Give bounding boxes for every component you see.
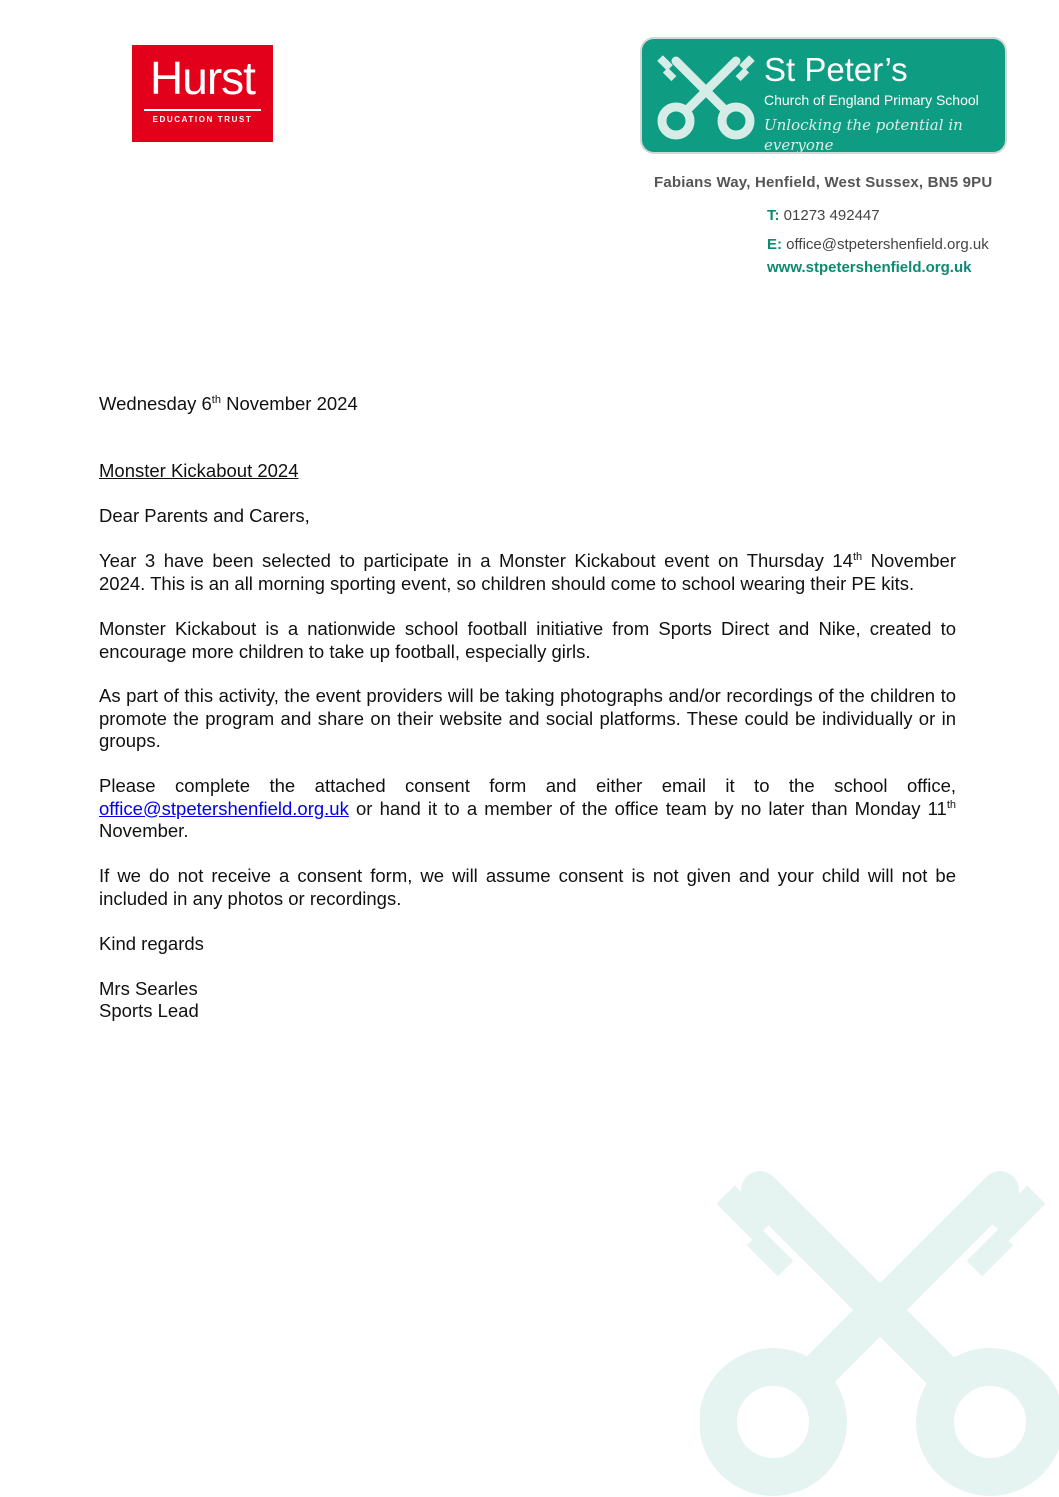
hurst-logo [132, 45, 273, 142]
paragraph-event-suffix: th [852, 550, 863, 563]
office-email-link[interactable]: office@stpetershenfield.org.uk [99, 797, 349, 819]
paragraph-consent-text-end: November. [99, 820, 189, 841]
phone-label: T: [767, 207, 780, 224]
letter-subject [99, 460, 956, 483]
paragraph-initiative: Monster Kickabout is a nationwide school football initiative from Sports Direct and Nike, created to encourage more children to take up football, especially girls. [99, 618, 956, 662]
hurst-logo-name: Hurst [150, 52, 255, 104]
email-address: office@stpetershenfield.org.uk [786, 236, 989, 253]
paragraph-no-consent: If we do not receive a consent form, we will assume consent is not given and your child will not be included in any photos or recordings. [99, 865, 956, 909]
paragraph-consent-text-mid: or hand it to a member of the office team by no later than Monday 11 [348, 797, 947, 819]
date-day: Wednesday 6 [99, 393, 212, 414]
st-peters-logo [642, 39, 1005, 152]
email-label: E: [767, 236, 782, 253]
date-month-year: November 2024 [220, 393, 358, 414]
signer-name: Mrs Searles [99, 978, 198, 999]
crossed-keys-icon [654, 53, 758, 141]
paragraph-event-text-end: November 2024. This is an all morning sporting event, so children should come to school wearing their PE kits. [99, 550, 956, 594]
school-website: www.stpetershenfield.org.uk [767, 259, 972, 276]
signer-role: Sports Lead [99, 1000, 199, 1021]
letter-signoff: Kind regards [99, 933, 204, 954]
letter-date [99, 393, 956, 416]
hurst-logo-rule [144, 109, 261, 111]
school-email [767, 236, 989, 253]
school-address: Fabians Way, Henfield, West Sussex, BN5 9PU [654, 174, 993, 191]
school-phone [767, 207, 880, 224]
date-suffix: th [211, 393, 221, 406]
crossed-keys-watermark-icon [700, 1160, 1059, 1497]
st-peters-logo-name: St Peter’s [764, 51, 908, 88]
paragraph-consent-suffix: th [946, 798, 956, 811]
hurst-logo-subtitle: EDUCATION TRUST [152, 115, 253, 124]
paragraph-consent-text: Please complete the attached consent form and either email it to the school office, [99, 775, 956, 796]
paragraph-event-text: Year 3 have been selected to participate in a Monster Kickabout event on Thursday 14 [99, 550, 853, 571]
letter-greeting: Dear Parents and Carers, [99, 505, 310, 526]
subject-text: Monster Kickabout 2024 [99, 460, 299, 481]
paragraph-event [99, 550, 956, 595]
st-peters-logo-subtitle: Church of England Primary School [764, 92, 979, 108]
paragraph-photographs: As part of this activity, the event providers will be taking photographs and/or recordings of the children to promote the program and share on their website and social platforms. These could be individually or in groups. [99, 685, 956, 751]
st-peters-logo-motto: Unlocking the potential in everyone [764, 116, 963, 152]
paragraph-consent-form [99, 775, 956, 843]
phone-number: 01273 492447 [783, 207, 880, 224]
